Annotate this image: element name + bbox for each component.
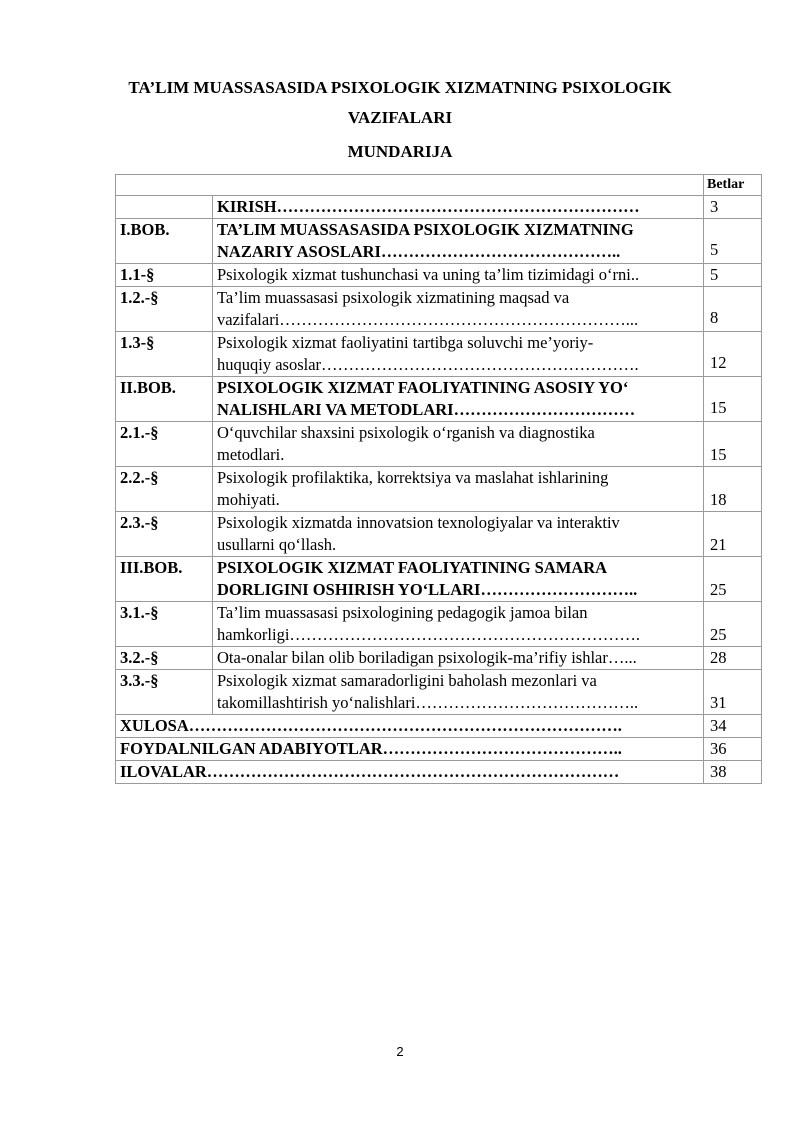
toc-title-line2: huquqiy asoslar………………………………………………….: [217, 355, 639, 374]
toc-row-s11: [116, 264, 762, 287]
toc-page: 15: [704, 377, 762, 422]
toc-title-line1: Psixologik xizmat samaradorligini baholash mezonlari va: [217, 671, 597, 690]
toc-row-s33: [116, 670, 762, 715]
toc-page: 15: [704, 422, 762, 467]
toc-title: [213, 467, 704, 512]
toc-page: 34: [704, 715, 762, 738]
page-number: 2: [396, 1044, 404, 1059]
toc-header-row: [116, 175, 762, 196]
toc-title-line1: TA’LIM MUASSASASIDA PSIXOLOGIK XIZMATNING: [217, 220, 634, 239]
toc-title-line1: Ta’lim muassasasi psixologik xizmatining maqsad va: [217, 288, 570, 307]
toc-row-bob3: [116, 557, 762, 602]
toc-num: I.BOB.: [116, 219, 213, 264]
toc-title-line1: Ta’lim muassasasi psixologining pedagogik jamoa bilan: [217, 603, 588, 622]
toc-num: III.BOB.: [116, 557, 213, 602]
toc-title-line1: Psixologik xizmatda innovatsion texnologiyalar va interaktiv: [217, 513, 620, 532]
toc-row-s12: [116, 287, 762, 332]
toc-title: [213, 557, 704, 602]
toc-row-s31: [116, 602, 762, 647]
toc-title-line2: mohiyati.: [217, 490, 280, 509]
toc-title-line2: hamkorligi……………………………………………………….: [217, 625, 641, 644]
table-of-contents: [115, 174, 762, 784]
toc-num: 3.1.-§: [116, 602, 213, 647]
toc-title: FOYDALNILGAN ADABIYOTLAR……………………………………..: [116, 738, 704, 761]
toc-num: [116, 196, 213, 219]
toc-title: [213, 377, 704, 422]
toc-num: 3.3.-§: [116, 670, 213, 715]
toc-row-s22: [116, 467, 762, 512]
toc-num: 1.2.-§: [116, 287, 213, 332]
toc-row-ilovalar: [116, 761, 762, 784]
toc-row-bob1: [116, 219, 762, 264]
toc-page: 25: [704, 557, 762, 602]
toc-title: [213, 332, 704, 377]
toc-title-line2: metodlari.: [217, 445, 285, 464]
toc-title-line2: vazifalari………………………………………………………...: [217, 310, 639, 329]
toc-page: 12: [704, 332, 762, 377]
toc-row-kirish: [116, 196, 762, 219]
toc-row-s13: [116, 332, 762, 377]
pages-column-header: Betlar: [704, 175, 762, 196]
toc-title-line1: O‘quvchilar shaxsini psixologik o‘rganish va diagnostika: [217, 423, 595, 442]
toc-title-line2: usullarni qo‘llash.: [217, 535, 337, 554]
toc-num: 1.1-§: [116, 264, 213, 287]
toc-page: 18: [704, 467, 762, 512]
toc-header-blank: [116, 175, 704, 196]
toc-title-line2: NALISHLARI VA METODLARI……………………………: [217, 400, 636, 419]
toc-title: Psixologik xizmat tushunchasi va uning ta’lim tizimidagi o‘rni..: [213, 264, 704, 287]
toc-row-s23: [116, 512, 762, 557]
toc-page: 3: [704, 196, 762, 219]
toc-title: KIRISH…………………………………………………………: [213, 196, 704, 219]
toc-title-line1: Psixologik xizmat faoliyatini tartibga soluvchi me’yoriy-: [217, 333, 594, 352]
toc-page: 38: [704, 761, 762, 784]
toc-row-xulosa: [116, 715, 762, 738]
toc-num: 2.3.-§: [116, 512, 213, 557]
toc-page: 5: [704, 264, 762, 287]
toc-num: 2.1.-§: [116, 422, 213, 467]
toc-title-line1: Psixologik profilaktika, korrektsiya va maslahat ishlarining: [217, 468, 609, 487]
contents-heading: MUNDARIJA: [347, 142, 453, 161]
toc-title: ILOVALAR…………………………………………………………………: [116, 761, 704, 784]
toc-title: Ota-onalar bilan olib boriladigan psixologik-ma’rifiy ishlar…...: [213, 647, 704, 670]
toc-page: 28: [704, 647, 762, 670]
toc-title: XULOSA…………………………………………………………………….: [116, 715, 704, 738]
toc-page: 5: [704, 219, 762, 264]
toc-title-line2: takomillashtirish yo‘nalishlari…………………………………..: [217, 693, 639, 712]
toc-title-line1: PSIXOLOGIK XIZMAT FAOLIYATINING SAMARA: [217, 558, 608, 577]
toc-page: 31: [704, 670, 762, 715]
toc-title-line2: DORLIGINI OSHIRISH YO‘LLARI………………………..: [217, 580, 638, 599]
toc-row-s32: [116, 647, 762, 670]
toc-num: 3.2.-§: [116, 647, 213, 670]
toc-num: 1.3-§: [116, 332, 213, 377]
document-title-line2: VAZIFALARI: [347, 108, 453, 127]
toc-title-line2: NAZARIY ASOSLARI……………………………………..: [217, 242, 621, 261]
toc-title: [213, 287, 704, 332]
toc-row-adabiyotlar: [116, 738, 762, 761]
toc-title: [213, 602, 704, 647]
toc-title: [213, 219, 704, 264]
toc-title: [213, 512, 704, 557]
toc-row-bob2: [116, 377, 762, 422]
toc-title-line1: PSIXOLOGIK XIZMAT FAOLIYATINING ASOSIY YO‘: [217, 378, 629, 397]
toc-title: [213, 670, 704, 715]
toc-page: 36: [704, 738, 762, 761]
toc-row-s21: [116, 422, 762, 467]
toc-page: 8: [704, 287, 762, 332]
document-title-line1: TA’LIM MUASSASASIDA PSIXOLOGIK XIZMATNING PSIXOLOGIK: [128, 78, 672, 97]
toc-title: [213, 422, 704, 467]
toc-page: 25: [704, 602, 762, 647]
toc-num: II.BOB.: [116, 377, 213, 422]
toc-num: 2.2.-§: [116, 467, 213, 512]
toc-page: 21: [704, 512, 762, 557]
